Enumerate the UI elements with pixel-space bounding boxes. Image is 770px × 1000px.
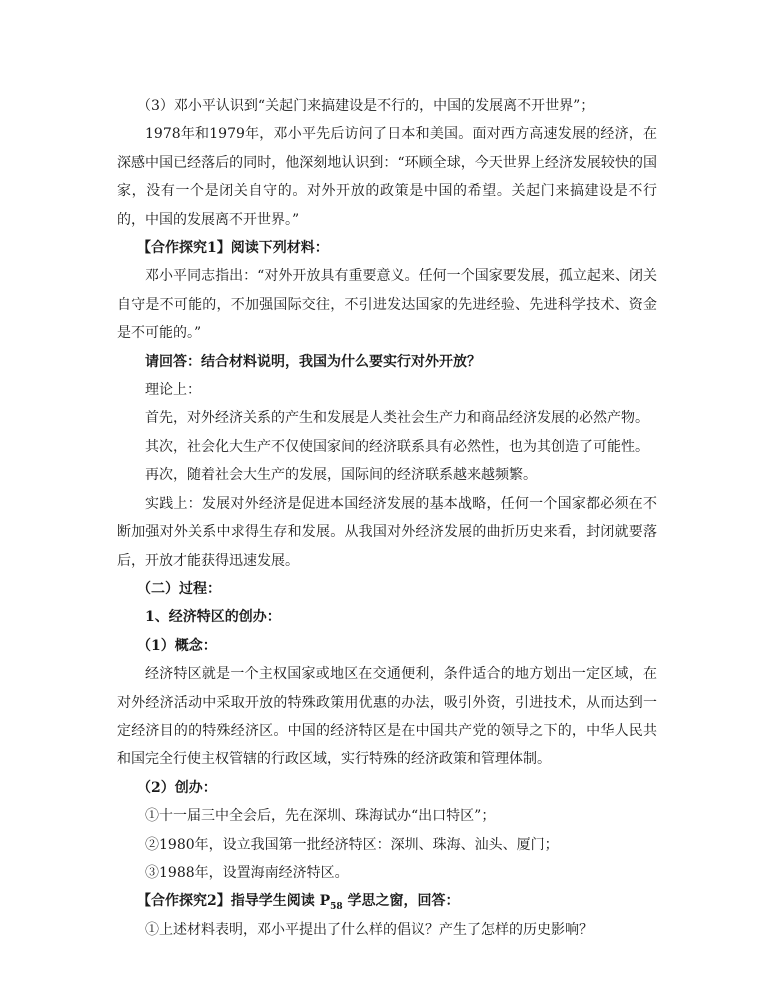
- paragraph-secondly: 其次，社会化大生产不仅使国家间的经济联系具有必然性，也为其创造了可能性。: [145, 438, 649, 455]
- paragraph-deng-quote: 邓小平同志指出：“对外开放具有重要意义。任何一个国家要发展，孤立起来、闭关自守是不可能的，不加强国际交往，不引进发达国家的先进经验、先进科学技术、资金是不可能的。”: [117, 268, 657, 342]
- paragraph-practice: 实践上：发展对外经济是促进本国经济发展的基本战略，任何一个国家都必须在不断加强对外关系中求得生存和发展。从我国对外经济发展的曲折历史来看，封闭就要落后，开放才能获得迅速发展。: [117, 495, 657, 569]
- question-initiative: ①上述材料表明，邓小平提出了什么样的倡议？产生了怎样的历史影响？: [145, 921, 593, 938]
- paragraph-theory: 理论上：: [145, 382, 201, 399]
- heading-concept: （1）概念：: [137, 637, 217, 654]
- list-item-1: ①十一届三中全会后，先在深圳、珠海试办“出口特区”；: [145, 808, 496, 825]
- paragraph-deng-recognition: （3）邓小平认识到“关起门来搞建设是不行的，中国的发展离不开世界”；: [137, 98, 595, 114]
- heading-process: （二）过程：: [137, 580, 221, 597]
- list-item-3: ③1988年，设置海南经济特区。: [145, 864, 349, 881]
- heading-establish: （2）创办：: [137, 779, 217, 796]
- paragraph-thirdly: 再次，随着社会大生产的发展，国际间的经济联系越来越频繁。: [145, 467, 537, 484]
- heading-explore-2: [117, 887, 657, 915]
- paragraph-firstly: 首先，对外经济关系的产生和发展是人类社会生产力和商品经济发展的必然产物。: [145, 410, 649, 427]
- explore-2-suffix: 学思之窗，回答：: [342, 893, 460, 910]
- paragraph-concept: 经济特区就是一个主权国家或地区在交通便利，条件适合的地方划出一定区域，在对外经济活动中采取开放的特殊政策用优惠的办法，吸引外资，引进技术，从而达到一定经济目的的特殊经济区。中国的经济特区是在中国共产党的领导之下的，中华人民共和国完全行使主权管辖的行政区域，实行特殊的经济政策和管理体制。: [117, 666, 657, 768]
- document-body: [117, 92, 657, 944]
- question-why-open: 请回答：结合材料说明，我国为什么要实行对外开放？: [145, 353, 481, 370]
- heading-explore-1: 【合作探究1】阅读下列材料：: [137, 240, 329, 257]
- paragraph-1978-visits: 1978年和1979年，邓小平先后访问了日本和美国。面对西方高速发展的经济，在深感中国已经落后的同时，他深刻地认识到：“环顾全球，今天世界上经济发展较快的国家，没有一个是闭关自守的。对外开放的政策是中国的希望。关起门来搞建设是不行的，中国的发展离不开世界。”: [117, 126, 657, 228]
- heading-special-zones: 1、经济特区的创办：: [145, 609, 281, 626]
- page-subscript: 58: [330, 902, 343, 913]
- list-item-2: ②1980年，设立我国第一批经济特区：深圳、珠海、汕头、厦门；: [145, 836, 559, 853]
- explore-2-prefix: 【合作探究2】指导学生阅读 P: [137, 893, 331, 910]
